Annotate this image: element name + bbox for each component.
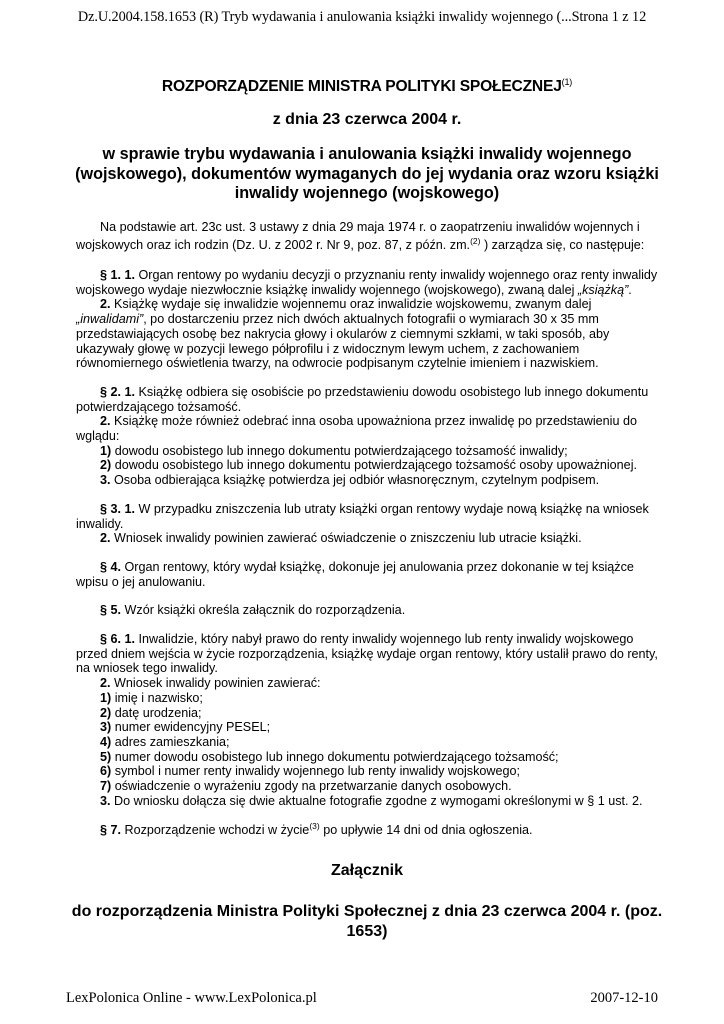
section-2-paragraph-2: 2. Książkę może również odebrać inna osoba upoważniona przez inwalidę po przedstawieniu do wglądu: (76, 414, 637, 444)
section-4: § 4. Organ rentowy, który wydał książkę, dokonuje jej anulowania przez dokonanie w tej książce wpisu o jej anulowaniu. (76, 559, 634, 589)
footer-date: 2007-12-10 (590, 990, 658, 1006)
regulation-subject: w sprawie trybu wydawania i anulowania książki inwalidy wojennego (wojskowego), dokumentów wymaganych do jej wydania oraz wzoru książki inwalidy wojennego (wojskowego) (75, 145, 659, 202)
section-6-item: 1) imię i nazwisko; (100, 690, 203, 705)
preamble: Na podstawie art. 23c ust. 3 ustawy z dnia 29 maja 1974 r. o zaopatrzeniu inwalidów wojennych i wojskowych oraz ich rodzin (Dz. U. z 2002 r. Nr 9, poz. 87, z późn. zm.$^{(2)}$ ) zarządza się, co następuje: (76, 220, 645, 252)
section-7: § 7. Rozporządzenie wchodzi w życie$^{(3)}$ po upływie 14 dni od dnia ogłoszenia. (100, 820, 533, 837)
footnote-ref-1[interactable]: (1) (561, 76, 573, 87)
section-6-item: 2) datę urodzenia; (100, 705, 202, 720)
section-6-item: 7) oświadczenie o wyrażeniu zgody na przetwarzanie danych osobowych. (100, 779, 512, 794)
section-6-paragraph-3: 3. Do wniosku dołącza się dwie aktualne fotografie zgodne z wymogami określonymi w § 1 ust. 2. (100, 793, 643, 808)
annex-subtitle: do rozporządzenia Ministra Polityki Społecznej z dnia 23 czerwca 2004 r. (poz. 1653) (71, 903, 663, 940)
section-6-item: 6) symbol i numer renty inwalidy wojennego lub renty inwalidy wojskowego; (100, 764, 520, 779)
regulation-text (76, 218, 658, 837)
section-3-paragraph-2: 2. Wniosek inwalidy powinien zawierać oświadczenie o zniszczeniu lub utracie książki. (100, 531, 582, 546)
section-2-paragraph-3: 3. Osoba odbierająca książkę potwierdza jej odbiór własnoręcznym, czytelnym podpisem. (100, 473, 600, 488)
section-2-paragraph-1: § 2. 1. Książkę odbiera się osobiście po przedstawieniu dowodu osobistego lub innego dokumentu potwierdzającego tożsamość. (76, 384, 649, 414)
section-1-paragraph-1: § 1. 1. Organ rentowy po wydaniu decyzji o przyznaniu renty inwalidy wojennego oraz renty inwalidy wojskowego wydaje niezwłocznie książkę inwalidy wojennego (wojskowego), zwaną dalej „książką”. (76, 268, 658, 297)
running-header: Dz.U.2004.158.1653 (R) Tryb wydawania i anulowania książki inwalidy wojennego (...Strona 1 z 12 (77, 9, 647, 25)
regulation-date: z dnia 23 czerwca 2004 r. (272, 111, 462, 128)
section-2-item-2: 2) dowodu osobistego lub innego dokumentu potwierdzającego tożsamość osoby upoważnionej. (100, 458, 637, 473)
section-3-paragraph-1: § 3. 1. W przypadku zniszczenia lub utraty książki organ rentowy wydaje nową książkę na wniosek inwalidy. (76, 501, 649, 531)
section-2-item-1: 1) dowodu osobistego lub innego dokumentu potwierdzającego tożsamość inwalidy; (100, 443, 568, 458)
section-1-paragraph-2: 2. Książkę wydaje się inwalidzie wojennemu oraz inwalidzie wojskowemu, zwanym dalej „inwalidami”, po dostarczeniu przez nich dwóch aktualnych fotografii o wymiarach 30 x 35 mm przedstawiających osobę bez nakrycia głowy i okularów z ciemnymi szkłami, w taki sposób, aby ukazywały głowę w pozycji lewego półprofilu i z widocznym lewym uchem, z zachowaniem równomiernego oświetlenia twarzy, na odwrocie podpisanym czytelnie imieniem i nazwiskiem. (76, 297, 610, 371)
regulation-title: ROZPORZĄDZENIE MINISTRA POLITYKI SPOŁECZNEJ$^{(1)}$ (161, 76, 573, 95)
footnote-ref-3[interactable]: (3) (309, 820, 320, 831)
section-6-paragraph-1: § 6. 1. Inwalidzie, który nabył prawo do renty inwalidy wojennego lub renty inwalidy wojskowego przed dniem wejścia w życie rozporządzenia, książkę wydaje organ rentowy, który ustalił prawo do renty, na wniosek tego inwalidy. (76, 632, 658, 676)
footnote-ref-2[interactable]: (2) (470, 235, 481, 246)
annex-title: Załącznik (330, 862, 404, 879)
section-6-paragraph-2: 2. Wniosek inwalidy powinien zawierać: (100, 676, 321, 691)
section-6-item: 3) numer ewidencyjny PESEL; (100, 720, 271, 735)
section-5: § 5. Wzór książki określa załącznik do rozporządzenia. (100, 603, 406, 618)
section-6-item: 4) adres zamieszkania; (100, 734, 230, 749)
section-6-item: 5) numer dowodu osobistego lub innego dokumentu potwierdzającego tożsamość; (100, 749, 559, 764)
footer-source: LexPolonica Online - www.LexPolonica.pl (66, 990, 317, 1006)
